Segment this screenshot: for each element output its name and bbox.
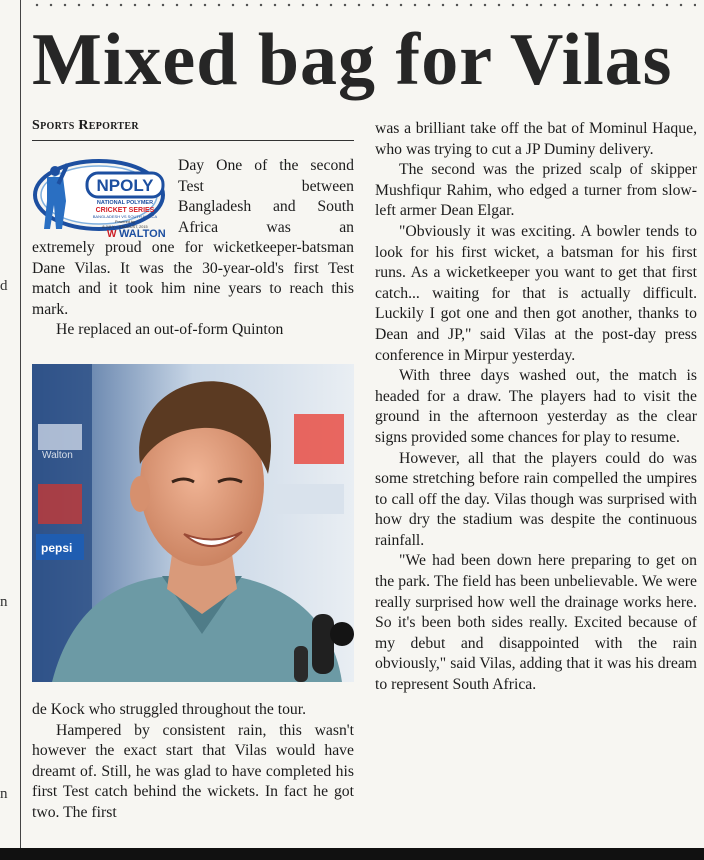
- bottom-edge-bar: [0, 848, 704, 860]
- svg-text:BANGLADESH VS SOUTH AFRICA: BANGLADESH VS SOUTH AFRICA: [92, 214, 158, 219]
- article-column-2: [375, 119, 697, 696]
- body-paragraph: He replaced an out-of-form Quinton: [56, 321, 284, 339]
- svg-text:Walton: Walton: [42, 450, 73, 461]
- byline: Sports Reporter: [32, 118, 354, 141]
- series-logo: [33, 157, 173, 237]
- logo-sponsor: WALTON: [119, 228, 166, 237]
- body-paragraph: However, all that the players could do was some stretching before rain compelled the umpires to call off the day. Vilas though was surprised with how dry the stadium was despite the continuous rainfall.: [375, 449, 697, 549]
- body-paragraph: Hampered by consistent rain, this wasn't however the exact start that Vilas would have dreamt of. Still, he was glad to have completed his first Test catch behind the wickets. In fact he got two. The first: [32, 721, 354, 821]
- player-photo: [32, 364, 354, 682]
- logo-brand: NPOLY: [96, 176, 154, 195]
- svg-text:NATIONAL POLYMER: NATIONAL POLYMER: [96, 200, 154, 206]
- svg-text:8 JULY – 3 AUGUST, 2015: 8 JULY – 3 AUGUST, 2015: [102, 225, 148, 229]
- article-column-1-top: [32, 238, 354, 341]
- adjacent-article-fragment: n: [0, 786, 8, 802]
- svg-text:CRICKET SERIES: CRICKET SERIES: [95, 207, 155, 214]
- adjacent-article-fragment: d: [0, 278, 8, 294]
- adjacent-article-fragment: n: [0, 594, 8, 610]
- body-paragraph: With three days washed out, the match is headed for a draw. The players had to visit the ground in the afternoon yesterday as the clear signs provided some chances for play to resume.: [375, 367, 697, 446]
- column-divider-left: [20, 0, 21, 850]
- svg-text:pepsi: pepsi: [41, 541, 73, 555]
- body-paragraph-continued: was a brilliant take off the bat of Mominul Haque, who was trying to cut a JP Duminy delivery.: [375, 120, 697, 158]
- sponsor-mark-icon: W: [107, 229, 117, 237]
- quote-paragraph: "We had been down here preparing to get on the park. The field has been unbelievable. We were really surprised how well the drainage works here. So it's been both sides really. Excited because of my debut and disappointed with the rain obviously," said Vilas, adding that it was his dream to represent South Africa.: [375, 552, 697, 694]
- quote-paragraph: "Obviously it was exciting. A bowler tends to look for his first wicket, a batsman for his first runs. As a wicketkeeper you want to get that first catch... waiting for that is actually difficult. Luckily I got one and then got another, thanks to Dean and JP," said Vilas at the post-day press conference in Mirpur yesterday.: [375, 222, 697, 364]
- svg-text:Powered by: Powered by: [114, 220, 136, 224]
- article-column-1-bottom: [32, 700, 354, 824]
- top-dotted-rule: [30, 2, 696, 8]
- lead-paragraph-beside-logo: Day One of the second Test between Bangladesh and South Africa was an: [178, 157, 354, 236]
- lead-paragraph-continued: extremely proud one for wicketkeeper-batsman Dane Vilas. It was the 30-year-old's first Test match and it took him nine years to reach this mark.: [32, 239, 354, 318]
- headline: Mixed bag for Vilas: [32, 19, 673, 101]
- body-paragraph: The second was the prized scalp of skipper Mushfiqur Rahim, who edged a turner from slow-left armer Dean Elgar.: [375, 161, 697, 220]
- body-paragraph-continued: de Kock who struggled throughout the tour.: [32, 701, 307, 718]
